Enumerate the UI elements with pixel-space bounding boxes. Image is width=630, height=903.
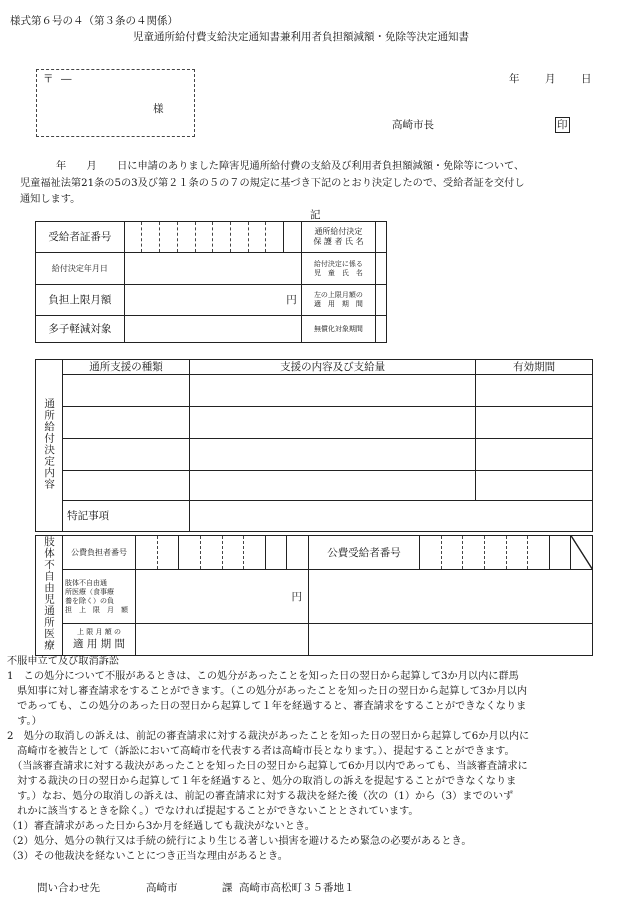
child-label: 給付決定に係る 児 童 氏 名 <box>301 253 375 285</box>
address-box <box>36 69 195 137</box>
date-day: 日 <box>581 73 592 85</box>
contact-address: 高崎市高松町３５番地１ <box>239 882 355 894</box>
form-number: 様式第６号の４（第３条の４関係） <box>10 15 178 27</box>
notice-p2-l4: 対する裁決の日の翌日から起算して１年を経過すると、処分の取消しの訴えを提起することができなくなりま <box>7 776 517 787</box>
content-cell <box>189 375 476 407</box>
col-kind-header: 通所支援の種類 <box>63 360 190 375</box>
intro-line3: 通知します。 <box>20 194 81 205</box>
contact-city: 高崎市 <box>146 882 178 894</box>
date-month: 月 <box>545 73 556 85</box>
seal-mark: 印 <box>557 119 568 131</box>
medical-apply-label: 上 限 月 額 の 適 用 期 間 <box>63 624 136 656</box>
content-cell <box>189 407 476 439</box>
multi-child-value <box>124 316 301 343</box>
medical-apply-blank <box>309 624 593 656</box>
public-recipient-label: 公費受給者番号 <box>309 536 420 570</box>
postal-dash: ― <box>61 73 72 85</box>
decision-table <box>35 221 387 343</box>
free-period-label: 無償化対象期間 <box>301 316 375 343</box>
limit-period-label: 左の上限月額の 適 用 期 間 <box>301 285 375 316</box>
contact-label: 問い合わせ先 <box>37 882 100 894</box>
recipient-no-label: 受給者証番号 <box>36 222 125 253</box>
date-year: 年 <box>509 73 520 85</box>
valid-cell <box>476 375 593 407</box>
contact-section: 課 <box>222 882 233 894</box>
decision-date-value <box>124 253 301 285</box>
postal-mark: 〒 <box>43 73 54 85</box>
medical-limit-blank <box>309 570 593 624</box>
col-valid-header: 有効期間 <box>476 360 593 375</box>
content-cell <box>189 471 476 501</box>
multi-child-label: 多子軽減対象 <box>36 316 125 343</box>
issuer-name: 高崎市長 <box>392 119 434 131</box>
notice-item-1: （1）審査請求があった日から3か月を経過しても裁決がないとき。 <box>7 821 315 832</box>
valid-cell <box>476 407 593 439</box>
notice-p2-l1: 2 処分の取消しの訴えは、前記の審査請求に対する裁決があったことを知った日の翌日から起算して6か月以内に <box>7 731 530 742</box>
benefit-content-table <box>35 359 593 532</box>
recipient-no-cells <box>124 222 301 253</box>
medical-side-label: 肢体不自由児通所医療 <box>36 536 63 656</box>
notice-p2-l3: （当該審査請求に対する裁決があったことを知った日の翌日から起算して6か月以内であっても、当該審査請求に <box>7 761 528 772</box>
document-title: 児童通所給付費支給決定通知書兼利用者負担額減額・免除等決定通知書 <box>133 31 469 43</box>
notice-item-3: （3）その他裁決を経ないことにつき正当な理由があるとき。 <box>7 851 288 862</box>
valid-cell <box>476 471 593 501</box>
limit-period-value <box>376 285 387 316</box>
valid-cell <box>476 439 593 471</box>
medical-apply-value <box>136 624 309 656</box>
benefit-side-label: 通所給付決定内容 <box>36 360 63 532</box>
notice-p2-l5: す。）なお、処分の取消しの訴えは、前記の審査請求に対する裁決を経た後（次の（1）から（3）までのいず <box>7 791 514 802</box>
notice-p2-l6: れかに該当するときを除く。）でなければ提起することができないこととされています。 <box>7 806 419 817</box>
public-no-cells <box>136 536 309 570</box>
special-notes-label: 特記事項 <box>63 501 190 532</box>
public-no-label: 公費負担者番号 <box>63 536 136 570</box>
notice-p1-l1: 1 この処分について不服があるときは、この処分があったことを知った日の翌日から起算して3か月以内に群馬 <box>7 671 519 682</box>
notice-p1-l2: 県知事に対し審査請求をすることができます。（この処分があったことを知った日の翌日から起算して3か月以内 <box>7 686 528 697</box>
medical-limit-label: 肢体不自由通 所医療（食事療 養を除く）の負 担 上 限 月 額 <box>63 570 136 624</box>
medical-limit-yen: 円 <box>136 570 309 624</box>
intro-line1: 年 月 日に申請のありました障害児通所給付費の支給及び利用者負担額減額・免除等について、 <box>56 161 525 172</box>
guardian-value <box>376 222 387 253</box>
kind-cell <box>63 375 190 407</box>
limit-label: 負担上限月額 <box>36 285 125 316</box>
notice-p1-l3: であっても、この処分のあった日の翌日から起算して１年を経過すると、審査請求をすることができなくなりま <box>7 701 527 712</box>
intro-line2: 児童福祉法第21条の5の3及び第２１条の５の７の規定に基づき下記のとおり決定したので、受給者証を交付し <box>20 178 525 189</box>
notice-heading: 不服申立て及び取消訴訟 <box>7 656 120 667</box>
content-cell <box>189 439 476 471</box>
free-period-value <box>376 316 387 343</box>
public-recipient-cells <box>420 536 593 570</box>
kind-cell <box>63 407 190 439</box>
notice-p1-l4: す。） <box>7 716 42 727</box>
guardian-label: 通所給付決定 保 護 者 氏 名 <box>301 222 375 253</box>
medical-table <box>35 535 593 656</box>
notice-item-2: （2）処分、処分の執行又は手続の続行により生じる著しい損害を避けるため緊急の必要があるとき。 <box>7 836 472 847</box>
notice-p2-l2: 高崎市を被告として（訴訟において高崎市を代表する者は高崎市長となります。）、提起することができます。 <box>7 746 515 757</box>
col-content-header: 支援の内容及び支給量 <box>189 360 476 375</box>
special-notes-value <box>189 501 592 532</box>
limit-yen: 円 <box>124 285 301 316</box>
kind-cell <box>63 439 190 471</box>
kind-cell <box>63 471 190 501</box>
child-value <box>376 253 387 285</box>
ki-label: 記 <box>310 209 321 221</box>
decision-date-label: 給付決定年月日 <box>36 253 125 285</box>
honorific: 様 <box>153 103 164 115</box>
